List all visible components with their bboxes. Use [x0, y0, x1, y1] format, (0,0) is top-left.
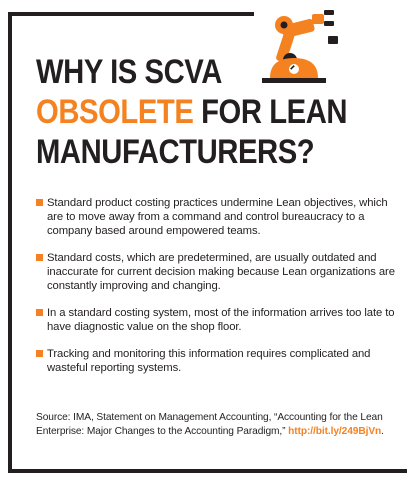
bullet-item — [36, 251, 402, 293]
bullet-text: In a standard costing system, most of the information arrives too late to have diagnostic value on the shop floor. — [47, 307, 395, 333]
bullet-item — [36, 196, 402, 238]
title-line-3: MANUFACTURERS? — [36, 133, 315, 171]
orange-square-bullet-icon — [36, 254, 43, 261]
frame-left-border — [8, 12, 12, 473]
frame-top-border — [8, 12, 254, 16]
bullet-text: Standard product costing practices undermine Lean objectives, which are to move away from a command and control bureaucracy to a company based around empowered teams. — [47, 197, 388, 237]
orange-square-bullet-icon — [36, 309, 43, 316]
source-citation — [36, 411, 406, 439]
page-title — [36, 52, 347, 172]
title-line-2 — [36, 92, 347, 132]
title-line-2-rest: FOR LEAN — [193, 93, 348, 131]
bullet-item — [36, 306, 402, 334]
title-line-1: WHY IS SCVA — [36, 53, 222, 91]
title-accent-word: OBSOLETE — [36, 93, 194, 131]
bullet-item — [36, 347, 402, 375]
source-end: . — [381, 426, 384, 437]
orange-square-bullet-icon — [36, 199, 43, 206]
orange-square-bullet-icon — [36, 350, 43, 357]
source-text: Source: IMA, Statement on Management Accounting, “Accounting for the Lean Enterprise: Major Changes to the Accounting Paradigm,” — [36, 412, 383, 437]
bullet-list — [36, 196, 402, 388]
bullet-text: Tracking and monitoring this information requires complicated and wasteful reporting systems. — [47, 348, 371, 374]
frame-bottom-border — [8, 469, 407, 473]
source-link[interactable]: http://bit.ly/249BjVn — [288, 426, 382, 437]
bullet-text: Standard costs, which are predetermined, are usually outdated and inaccurate for current decision making because Lean organizations are constantly improving and changing. — [47, 252, 395, 292]
